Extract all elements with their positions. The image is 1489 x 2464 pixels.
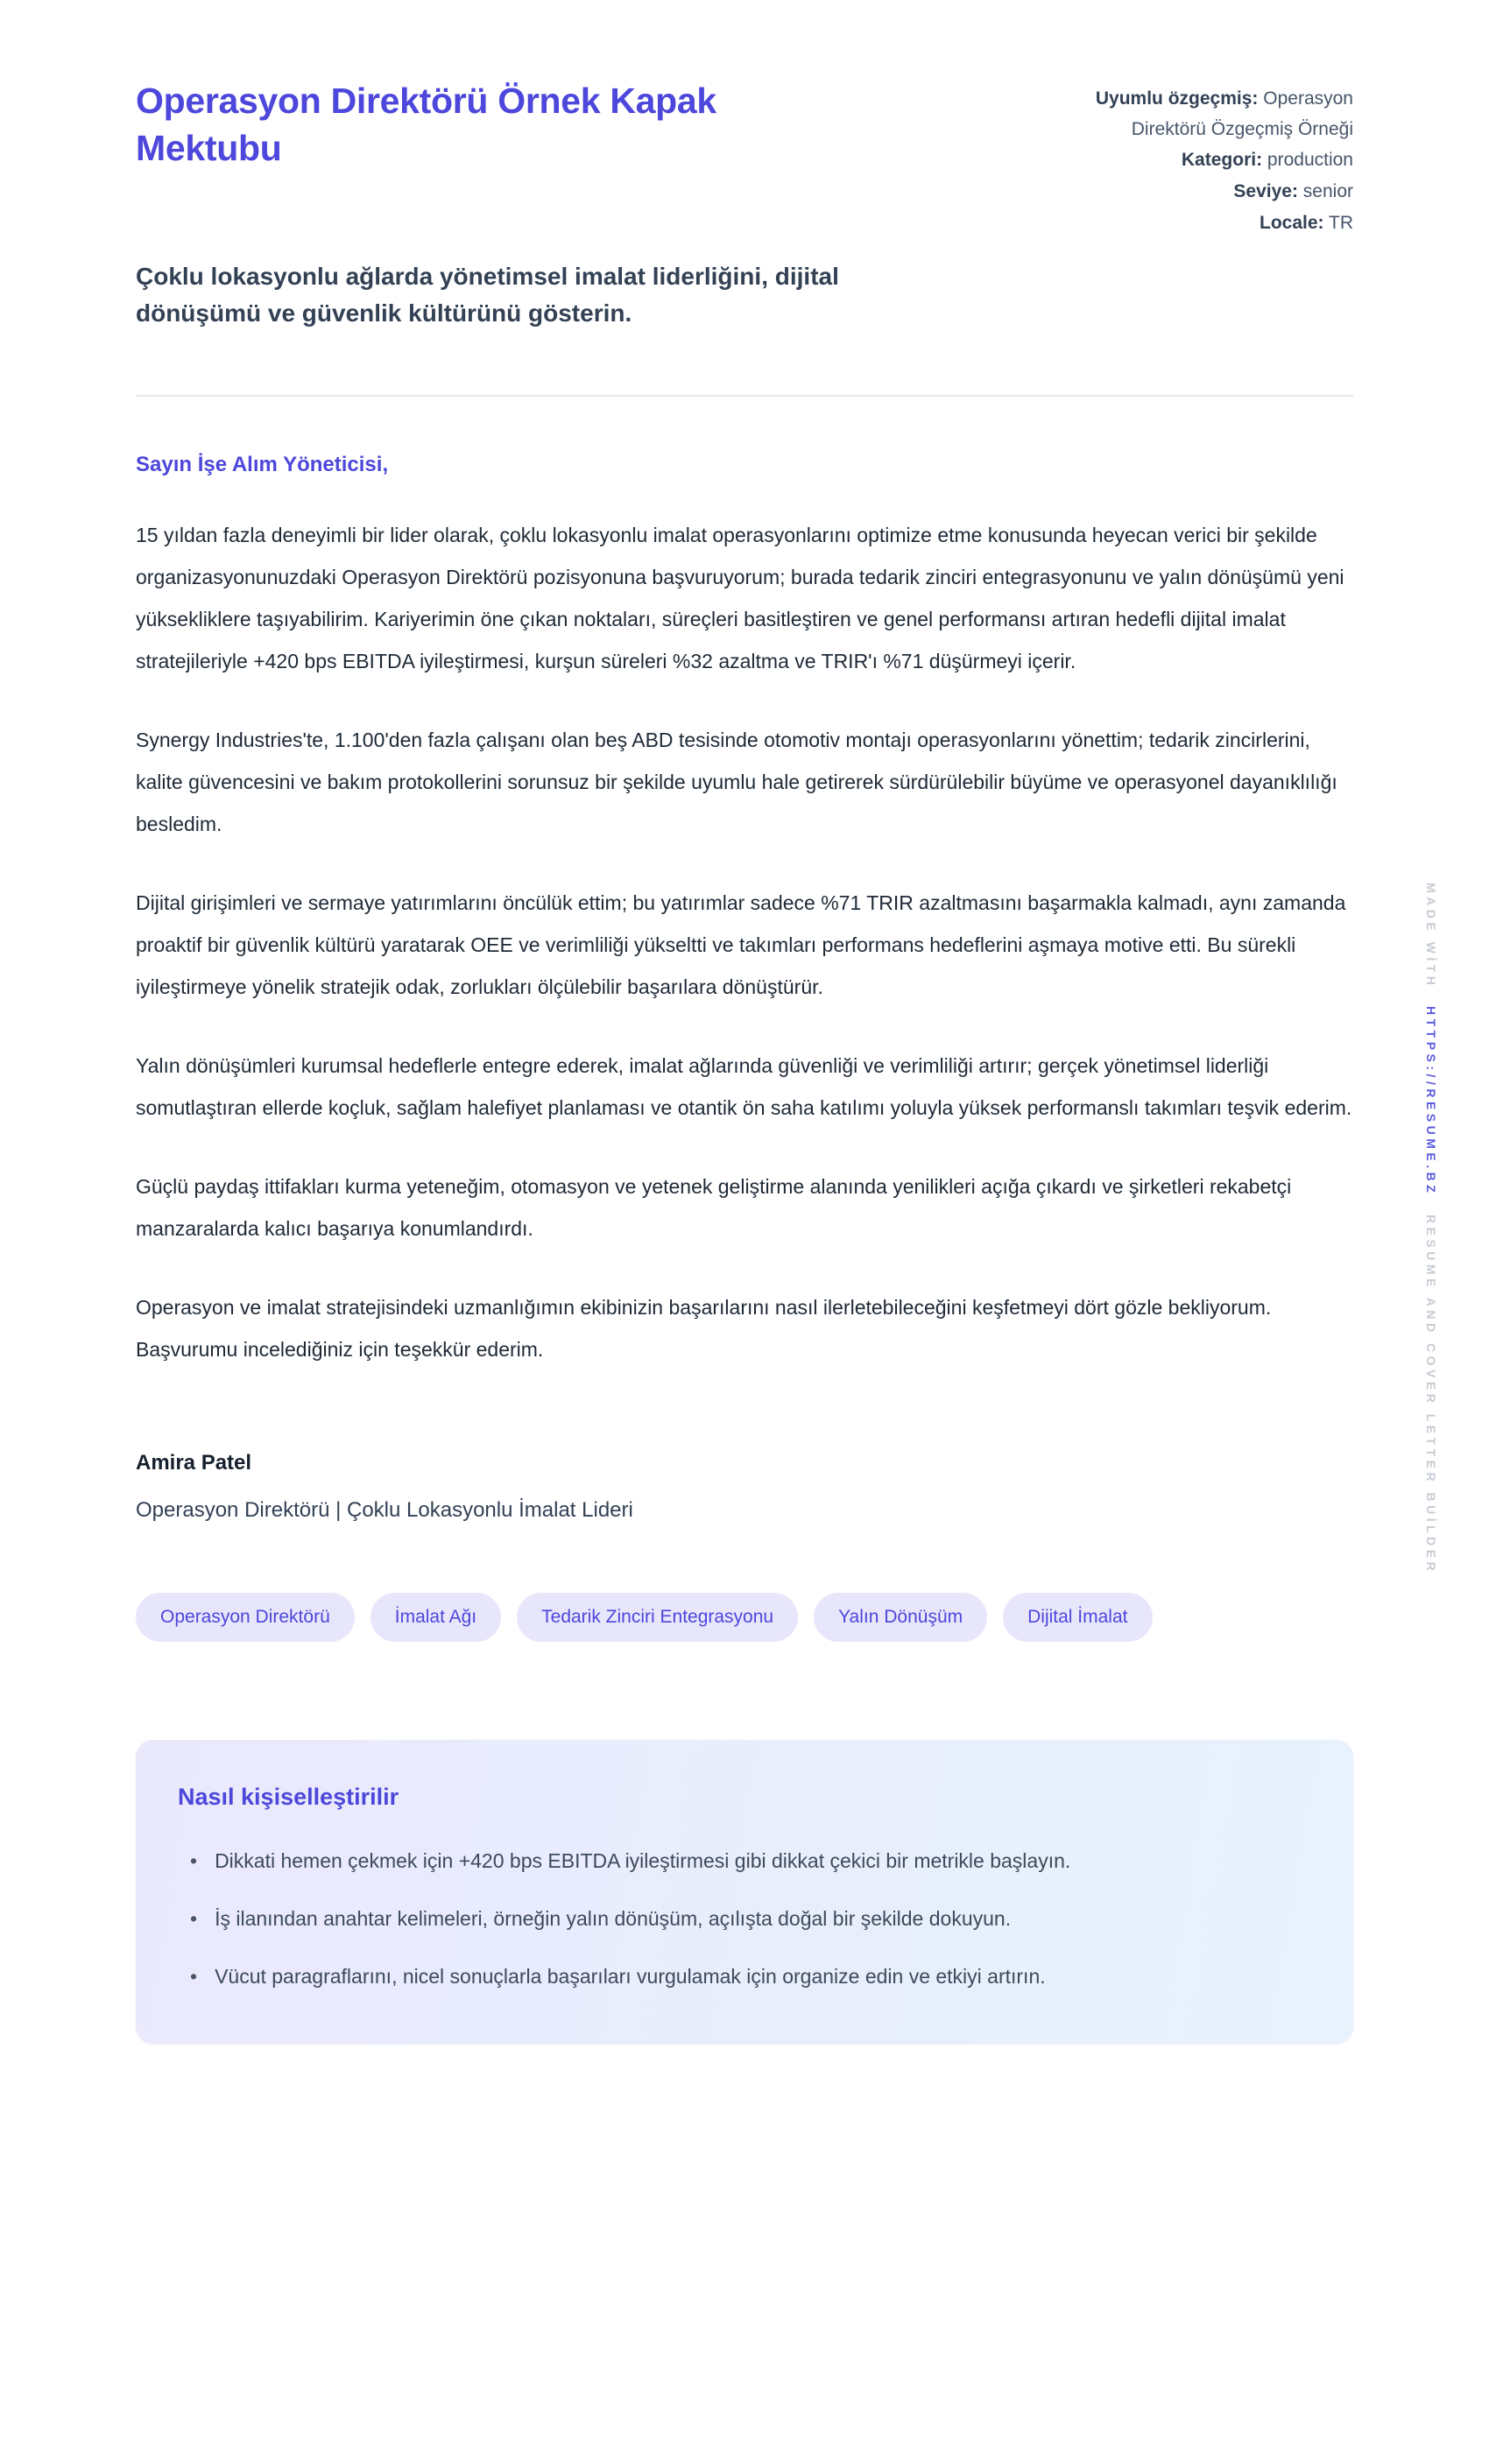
meta-row bbox=[1055, 177, 1353, 208]
header bbox=[136, 77, 1353, 239]
meta-label: Seviye: bbox=[1233, 180, 1298, 201]
meta-value: senior bbox=[1302, 180, 1353, 201]
tag-chip: Operasyon Direktörü bbox=[136, 1593, 355, 1642]
divider bbox=[136, 395, 1353, 397]
meta-value: production bbox=[1267, 150, 1353, 171]
watermark-suffix: RESUME AND COVER LETTER BUİLDER bbox=[1424, 1214, 1438, 1574]
meta-row bbox=[1055, 208, 1353, 239]
page-title: Operasyon Direktörü Örnek Kapak Mektubu bbox=[136, 81, 716, 169]
tag-chip: İmalat Ağı bbox=[370, 1593, 501, 1642]
tag-chip: Dijital İmalat bbox=[1003, 1593, 1152, 1642]
tag-chip: Tedarik Zinciri Entegrasyonu bbox=[517, 1593, 798, 1642]
meta-value: TR bbox=[1329, 212, 1353, 233]
personalize-box bbox=[136, 1740, 1353, 2044]
meta-value: Operasyon Direktörü Özgeçmiş Örneği bbox=[1131, 88, 1353, 139]
watermark-site-link[interactable]: HTTPS://RESUME.BZ bbox=[1424, 1006, 1438, 1197]
meta-label: Locale: bbox=[1260, 212, 1324, 233]
bullet-text: Dikkati hemen çekmek için +420 bps EBITDA iyileştirmesi gibi dikkat çekici bir metrikle başlayın. bbox=[215, 1849, 1071, 1873]
letter-paragraph: 15 yıldan fazla deneyimli bir lider olarak, çoklu lokasyonlu imalat operasyonlarını optimize etme konusunda heyecan verici bir şekilde organizasyonunuzdaki Operasyon Direktörü pozisyonuna başvuruyorum; burada tedarik zinciri entegrasyonunu ve yalın dönüşümü yeni yüksekliklere taşıyabilirim. Kariyerimin öne çıkan noktaları, süreçleri basitleştiren ve genel performansı artıran hedefli dijital imalat stratejileriyle +420 bps EBITDA iyileştirmesi, kurşun süreleri %32 azaltma ve TRIR'ı %71 düşürmeyi içerir. bbox=[136, 524, 1344, 673]
cover-letter bbox=[136, 453, 1353, 1523]
watermark bbox=[1424, 883, 1438, 1574]
meta-panel bbox=[1055, 77, 1353, 239]
signature-name: Amira Patel bbox=[136, 1451, 252, 1475]
meta-row bbox=[1055, 145, 1353, 176]
meta-row bbox=[1055, 84, 1353, 144]
personalize-bullet-list bbox=[178, 1841, 1311, 1996]
letter-paragraph: Synergy Industries'te, 1.100'den fazla çalışanı olan beş ABD tesisinde otomotiv montajı operasyonlarını yönettim; tedarik zincirlerini, kalite güvencesini ve bakım protokollerini sorunsuz bir şekilde uyumlu hale getirerek sürdürülebilir büyüme ve operasyonel dayanıklılığı besledim. bbox=[136, 729, 1337, 836]
personalize-bullet bbox=[178, 1841, 1290, 1881]
personalize-title: Nasıl kişiselleştirilir bbox=[178, 1784, 399, 1811]
letter-paragraphs bbox=[136, 514, 1353, 1370]
letter-paragraph: Yalın dönüşümleri kurumsal hedeflerle entegre ederek, imalat ağlarında güvenliği ve verimliliği artırır; gerçek yönetimsel liderliği somutlaştıran ellerde koçluk, sağlam halefiyet planlaması ve otantik ön saha katılımı yoluyla yüksek performanslı takımları teşvik ederim. bbox=[136, 1054, 1352, 1120]
signature-role: Operasyon Direktörü | Çoklu Lokasyonlu İmalat Lideri bbox=[136, 1498, 633, 1523]
signature-block bbox=[136, 1451, 1353, 1523]
bullet-text: İş ilanından anahtar kelimeleri, örneğin yalın dönüşüm, açılışta doğal bir şekilde dokuyun. bbox=[215, 1907, 1012, 1931]
meta-label: Uyumlu özgeçmiş: bbox=[1095, 88, 1259, 109]
bullet-dot-icon: • bbox=[190, 1965, 198, 1989]
page-subtitle: Çoklu lokasyonlu ağlarda yönetimsel imalat liderliğini, dijital dönüşümü ve güvenlik kültürünü gösterin. bbox=[136, 263, 839, 327]
letter-paragraph: Operasyon ve imalat stratejisindeki uzmanlığımın ekibinizin başarılarını nasıl ilerletebileceğini keşfetmeyi dört gözle bekliyorum. Başvurumu incelediğiniz için teşekkür ederim. bbox=[136, 1296, 1272, 1362]
meta-label: Kategori: bbox=[1181, 150, 1263, 171]
letter-paragraph: Güçlü paydaş ittifakları kurma yeteneğim, otomasyon ve yetenek geliştirme alanında yenilikleri açığa çıkardı ve şirketleri rekabetçi manzaralarda kalıcı başarıya konumlandırdı. bbox=[136, 1175, 1292, 1241]
tag-chip: Yalın Dönüşüm bbox=[814, 1593, 987, 1642]
tag-list bbox=[136, 1593, 1353, 1642]
letter-paragraph: Dijital girişimleri ve sermaye yatırımlarını öncülük ettim; bu yatırımlar sadece %71 TRIR azaltmasını başarmakla kalmadı, aynı zamanda proaktif bir güvenlik kültürü yaratarak OEE ve verimliliği yükseltti ve takımları performans hedeflerini aşmaya motive etti. Bu sürekli iyileştirmeye yönelik stratejik odak, zorlukları ölçülebilir başarılara dönüştürür. bbox=[136, 891, 1346, 999]
personalize-bullet bbox=[178, 1956, 1290, 1996]
watermark-prefix: MADE WİTH bbox=[1424, 883, 1438, 989]
personalize-bullet bbox=[178, 1898, 1290, 1939]
header-title-block bbox=[136, 77, 854, 172]
greeting: Sayın İşe Alım Yöneticisi, bbox=[136, 453, 389, 477]
bullet-dot-icon: • bbox=[190, 1907, 198, 1931]
bullet-text: Vücut paragraflarını, nicel sonuçlarla başarıları vurgulamak için organize edin ve etkiyi artırın. bbox=[215, 1965, 1046, 1989]
bullet-dot-icon: • bbox=[190, 1849, 198, 1873]
